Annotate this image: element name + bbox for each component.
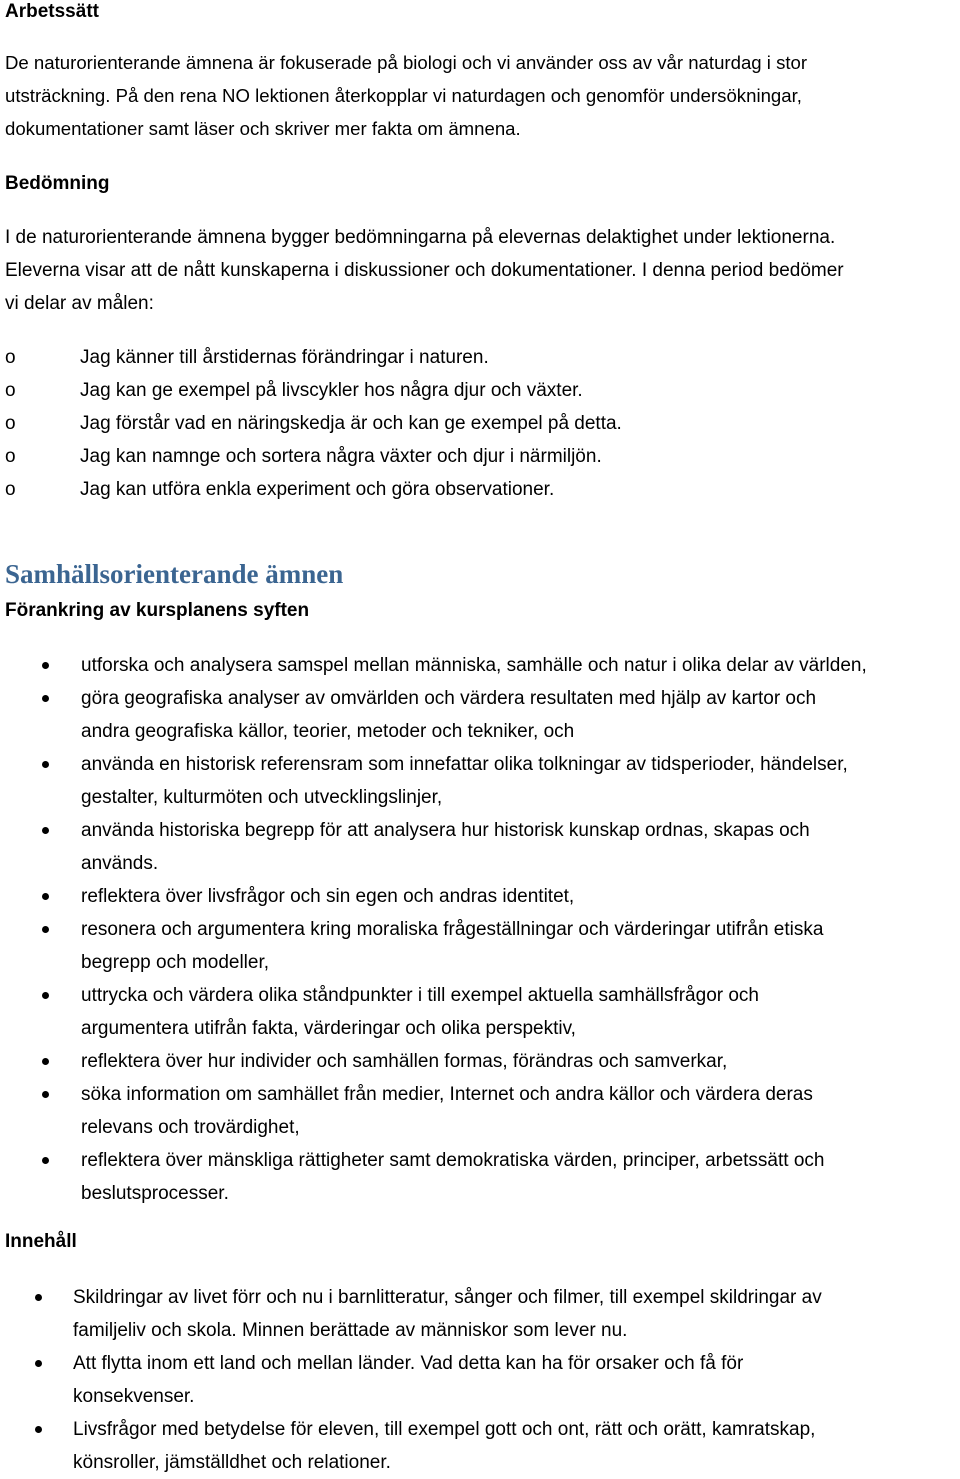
aim-line: begrepp och modeller,	[81, 952, 270, 973]
content-line: Att flytta inom ett land och mellan länder. Vad detta kan ha för orsaker och få för	[73, 1353, 744, 1374]
circle-bullet-icon: o	[5, 380, 16, 401]
goal-text: Jag förstår vad en näringskedja är och kan ge exempel på detta.	[80, 413, 622, 434]
circle-bullet-icon: o	[5, 413, 16, 434]
aim-line: reflektera över mänskliga rättigheter samt demokratiska värden, principer, arbetssätt och	[81, 1150, 825, 1171]
content-text	[73, 1281, 822, 1347]
aim-text	[81, 979, 867, 1045]
aim-text	[81, 1144, 867, 1210]
bullet-icon	[42, 893, 49, 900]
aim-line: reflektera över hur individer och samhällen formas, förändras och samverkar,	[81, 1051, 728, 1072]
list-item	[0, 1078, 867, 1144]
list-item	[0, 748, 867, 814]
list-item	[0, 341, 622, 374]
paragraph-line: utsträckning. På den rena NO lektionen återkopplar vi naturdagen och genomför undersökningar,	[5, 85, 802, 106]
bullet-icon	[42, 1157, 49, 1164]
list-item	[0, 407, 622, 440]
aim-text	[81, 1045, 867, 1078]
content-line: familjeliv och skola. Minnen berättade av människor som lever nu.	[73, 1320, 628, 1341]
content-text	[73, 1347, 822, 1413]
bullet-icon	[42, 827, 49, 834]
heading-arbetssatt: Arbetssätt	[5, 1, 99, 22]
paragraph-line: Eleverna visar att de nått kunskaperna i diskussioner och dokumentationer. I denna period bedömer	[5, 260, 844, 281]
section-title: Samhällsorienterande ämnen	[5, 559, 344, 589]
bullet-icon	[35, 1360, 42, 1367]
list-item	[0, 979, 867, 1045]
circle-bullet-icon: o	[5, 347, 16, 368]
list-item	[0, 1281, 822, 1347]
aim-text	[81, 748, 867, 814]
content-line: konsekvenser.	[73, 1386, 195, 1407]
goal-text: Jag kan ge exempel på livscykler hos några djur och växter.	[80, 380, 583, 401]
aim-text	[81, 682, 867, 748]
list-item	[0, 374, 622, 407]
goal-text: Jag kan utföra enkla experiment och göra observationer.	[80, 479, 555, 500]
aim-line: utforska och analysera samspel mellan människa, samhälle och natur i olika delar av världen,	[81, 655, 867, 676]
aim-line: uttrycka och värdera olika ståndpunkter i till exempel aktuella samhällsfrågor och	[81, 985, 759, 1006]
paragraph-line: vi delar av målen:	[5, 293, 154, 314]
aim-line: använda historiska begrepp för att analysera hur historisk kunskap ordnas, skapas och	[81, 820, 810, 841]
aims-list	[0, 649, 867, 1210]
circle-bullet-icon: o	[5, 446, 16, 467]
list-item	[0, 473, 622, 506]
aim-line: gestalter, kulturmöten och utvecklingslinjer,	[81, 787, 443, 808]
bullet-icon	[35, 1426, 42, 1433]
bullet-icon	[42, 1058, 49, 1065]
aim-text	[81, 880, 867, 913]
list-item	[0, 1144, 867, 1210]
list-item	[0, 1413, 822, 1479]
goals-list	[0, 341, 622, 506]
bullet-icon	[42, 761, 49, 768]
bullet-icon	[42, 1091, 49, 1098]
list-item	[0, 1045, 867, 1078]
heading-forankring: Förankring av kursplanens syften	[5, 600, 310, 621]
aim-line: argumentera utifrån fakta, värderingar och olika perspektiv,	[81, 1018, 576, 1039]
aim-line: använda en historisk referensram som innefattar olika tolkningar av tidsperioder, händelser,	[81, 754, 848, 775]
heading-bedomning: Bedömning	[5, 173, 110, 194]
content-line: Livsfrågor med betydelse för eleven, till exempel gott och ont, rätt och orätt, kamratskap,	[73, 1419, 816, 1440]
aim-line: används.	[81, 853, 159, 874]
list-item	[0, 440, 622, 473]
bullet-icon	[42, 695, 49, 702]
paragraph-bedomning	[5, 221, 955, 320]
goal-text: Jag kan namnge och sortera några växter och djur i närmiljön.	[80, 446, 602, 467]
aim-text	[81, 649, 867, 682]
aim-text	[81, 1078, 867, 1144]
aim-line: reflektera över livsfrågor och sin egen och andras identitet,	[81, 886, 575, 907]
paragraph-line: I de naturorienterande ämnena bygger bedömningarna på elevernas delaktighet under lektionerna.	[5, 227, 836, 248]
paragraph-arbetssatt	[5, 46, 955, 145]
bullet-icon	[35, 1294, 42, 1301]
content-text	[73, 1413, 822, 1479]
circle-bullet-icon: o	[5, 479, 16, 500]
bullet-icon	[42, 662, 49, 669]
aim-text	[81, 814, 867, 880]
list-item	[0, 913, 867, 979]
heading-innehall: Innehåll	[5, 1231, 77, 1252]
paragraph-line: De naturorienterande ämnena är fokuserade på biologi och vi använder oss av vår naturdag i stor	[5, 52, 808, 73]
list-item	[0, 880, 867, 913]
aim-line: göra geografiska analyser av omvärlden och värdera resultaten med hjälp av kartor och	[81, 688, 817, 709]
content-list	[0, 1281, 822, 1479]
list-item	[0, 814, 867, 880]
aim-line: andra geografiska källor, teorier, metoder och tekniker, och	[81, 721, 575, 742]
list-item	[0, 682, 867, 748]
aim-line: beslutsprocesser.	[81, 1183, 229, 1204]
aim-line: relevans och trovärdighet,	[81, 1117, 300, 1138]
bullet-icon	[42, 992, 49, 999]
aim-line: resonera och argumentera kring moraliska frågeställningar och värderingar utifrån etiska	[81, 919, 824, 940]
list-item	[0, 1347, 822, 1413]
goal-text: Jag känner till årstidernas förändringar i naturen.	[80, 347, 489, 368]
content-line: könsroller, jämställdhet och relationer.	[73, 1452, 391, 1473]
paragraph-line: dokumentationer samt läser och skriver mer fakta om ämnena.	[5, 118, 521, 139]
bullet-icon	[42, 926, 49, 933]
aim-text	[81, 913, 867, 979]
list-item	[0, 649, 867, 682]
aim-line: söka information om samhället från medier, Internet och andra källor och värdera deras	[81, 1084, 813, 1105]
content-line: Skildringar av livet förr och nu i barnlitteratur, sånger och filmer, till exempel skildringar av	[73, 1287, 822, 1308]
